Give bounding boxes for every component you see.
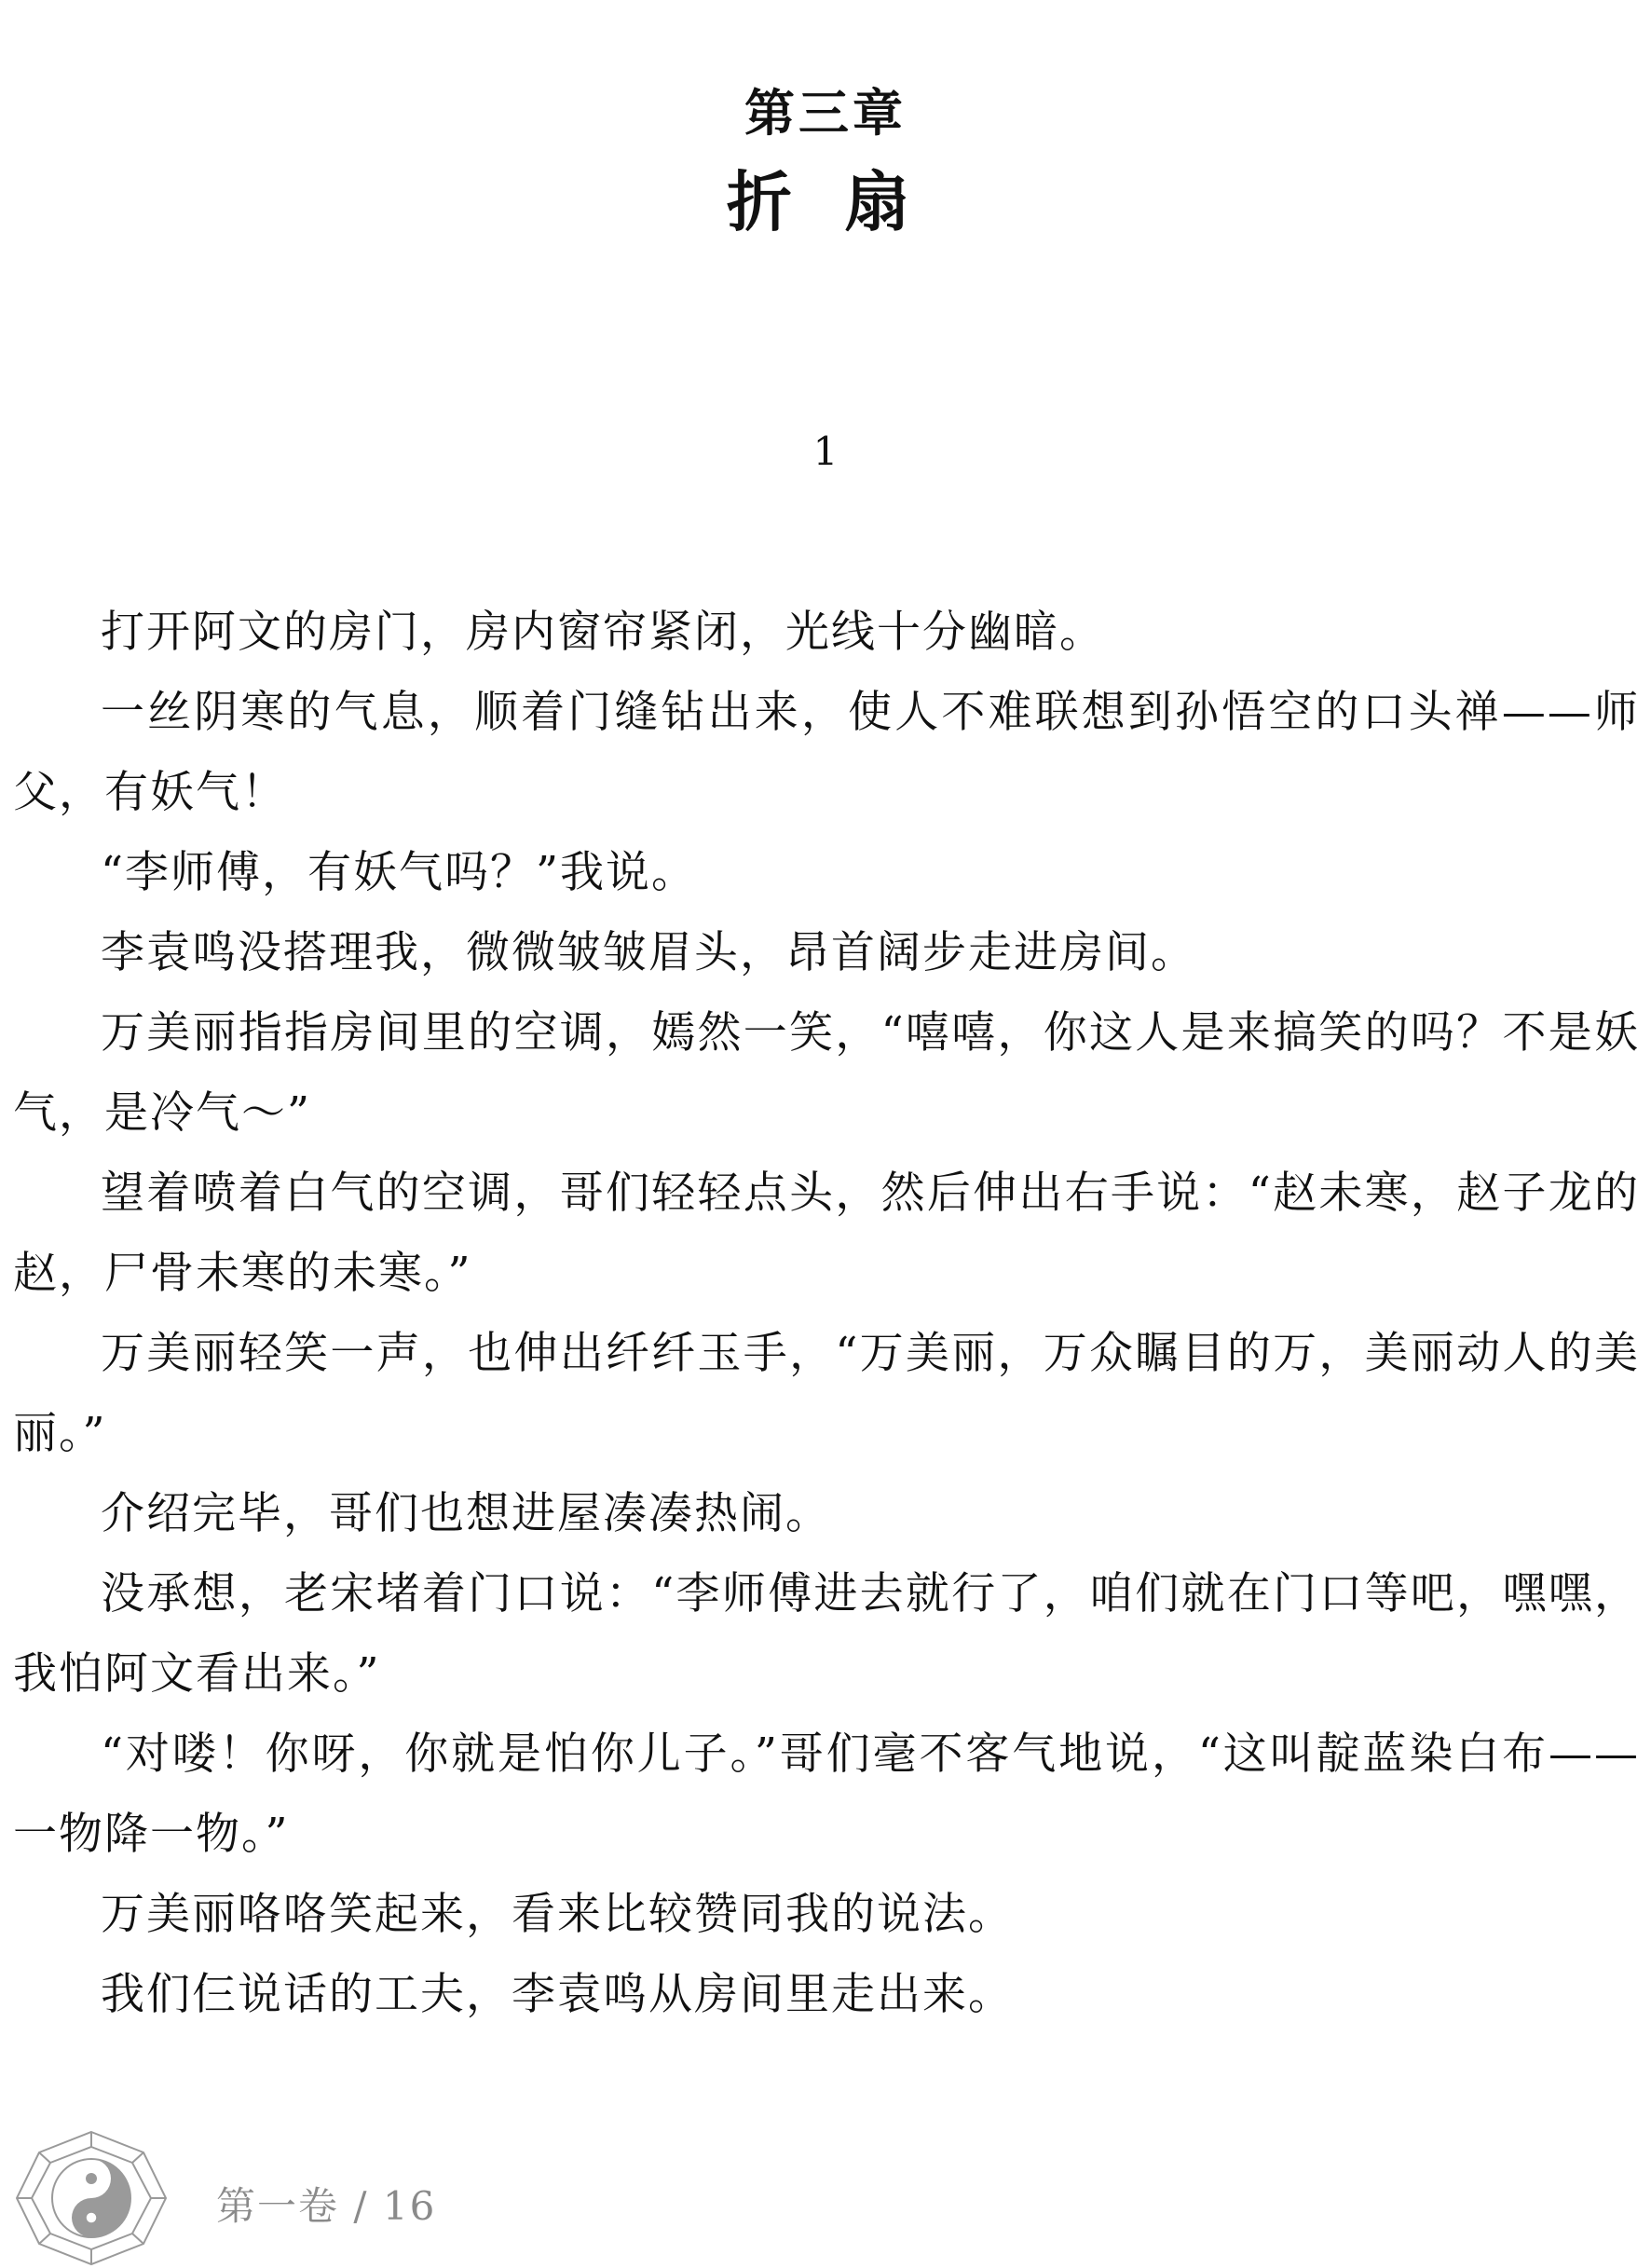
body-text [13, 593, 1640, 2035]
paragraph: 万美丽轻笑一声，也伸出纤纤玉手，“万美丽，万众瞩目的万，美丽动人的美丽。” [13, 1328, 1640, 1459]
paragraph: 介绍完毕，哥们也想进屋凑凑热闹。 [101, 1488, 831, 1539]
paragraph: 打开阿文的房门，房内窗帘紧闭，光线十分幽暗。 [101, 607, 1105, 658]
paragraph: 我们仨说话的工夫，李袁鸣从房间里走出来。 [101, 1969, 1014, 2020]
paragraph: “对喽！你呀，你就是怕你儿子。”哥们毫不客气地说，“这叫靛蓝染白布——一物降一物。” [13, 1728, 1640, 1860]
paragraph: “李师傅，有妖气吗？”我说。 [101, 847, 698, 898]
paragraph: 万美丽指指房间里的空调，嫣然一笑，“嘻嘻，你这人是来搞笑的吗？不是妖气，是冷气～” [13, 1007, 1640, 1139]
page-footer [0, 2106, 1651, 2256]
chapter-label: 第三章 [744, 83, 907, 143]
paragraph: 望着喷着白气的空调，哥们轻轻点头，然后伸出右手说：“赵未寒，赵子龙的赵，尸骨未寒的未寒。” [13, 1168, 1640, 1299]
page-number-label: 第一卷 / 16 [216, 2183, 437, 2229]
paragraph: 李袁鸣没搭理我，微微皱皱眉头，昂首阔步走进房间。 [101, 927, 1196, 978]
paragraph: 没承想，老宋堵着门口说：“李师傅进去就行了，咱们就在门口等吧，嘿嘿，我怕阿文看出来。” [13, 1568, 1640, 1700]
chapter-title: 折 扇 [726, 163, 925, 240]
paragraph: 一丝阴寒的气息，顺着门缝钻出来，使人不难联想到孙悟空的口头禅——师父，有妖气！ [13, 687, 1640, 818]
paragraph: 万美丽咯咯笑起来，看来比较赞同我的说法。 [101, 1889, 1014, 1940]
bagua-yinyang-icon [13, 2128, 170, 2268]
section-number: 1 [812, 429, 839, 474]
